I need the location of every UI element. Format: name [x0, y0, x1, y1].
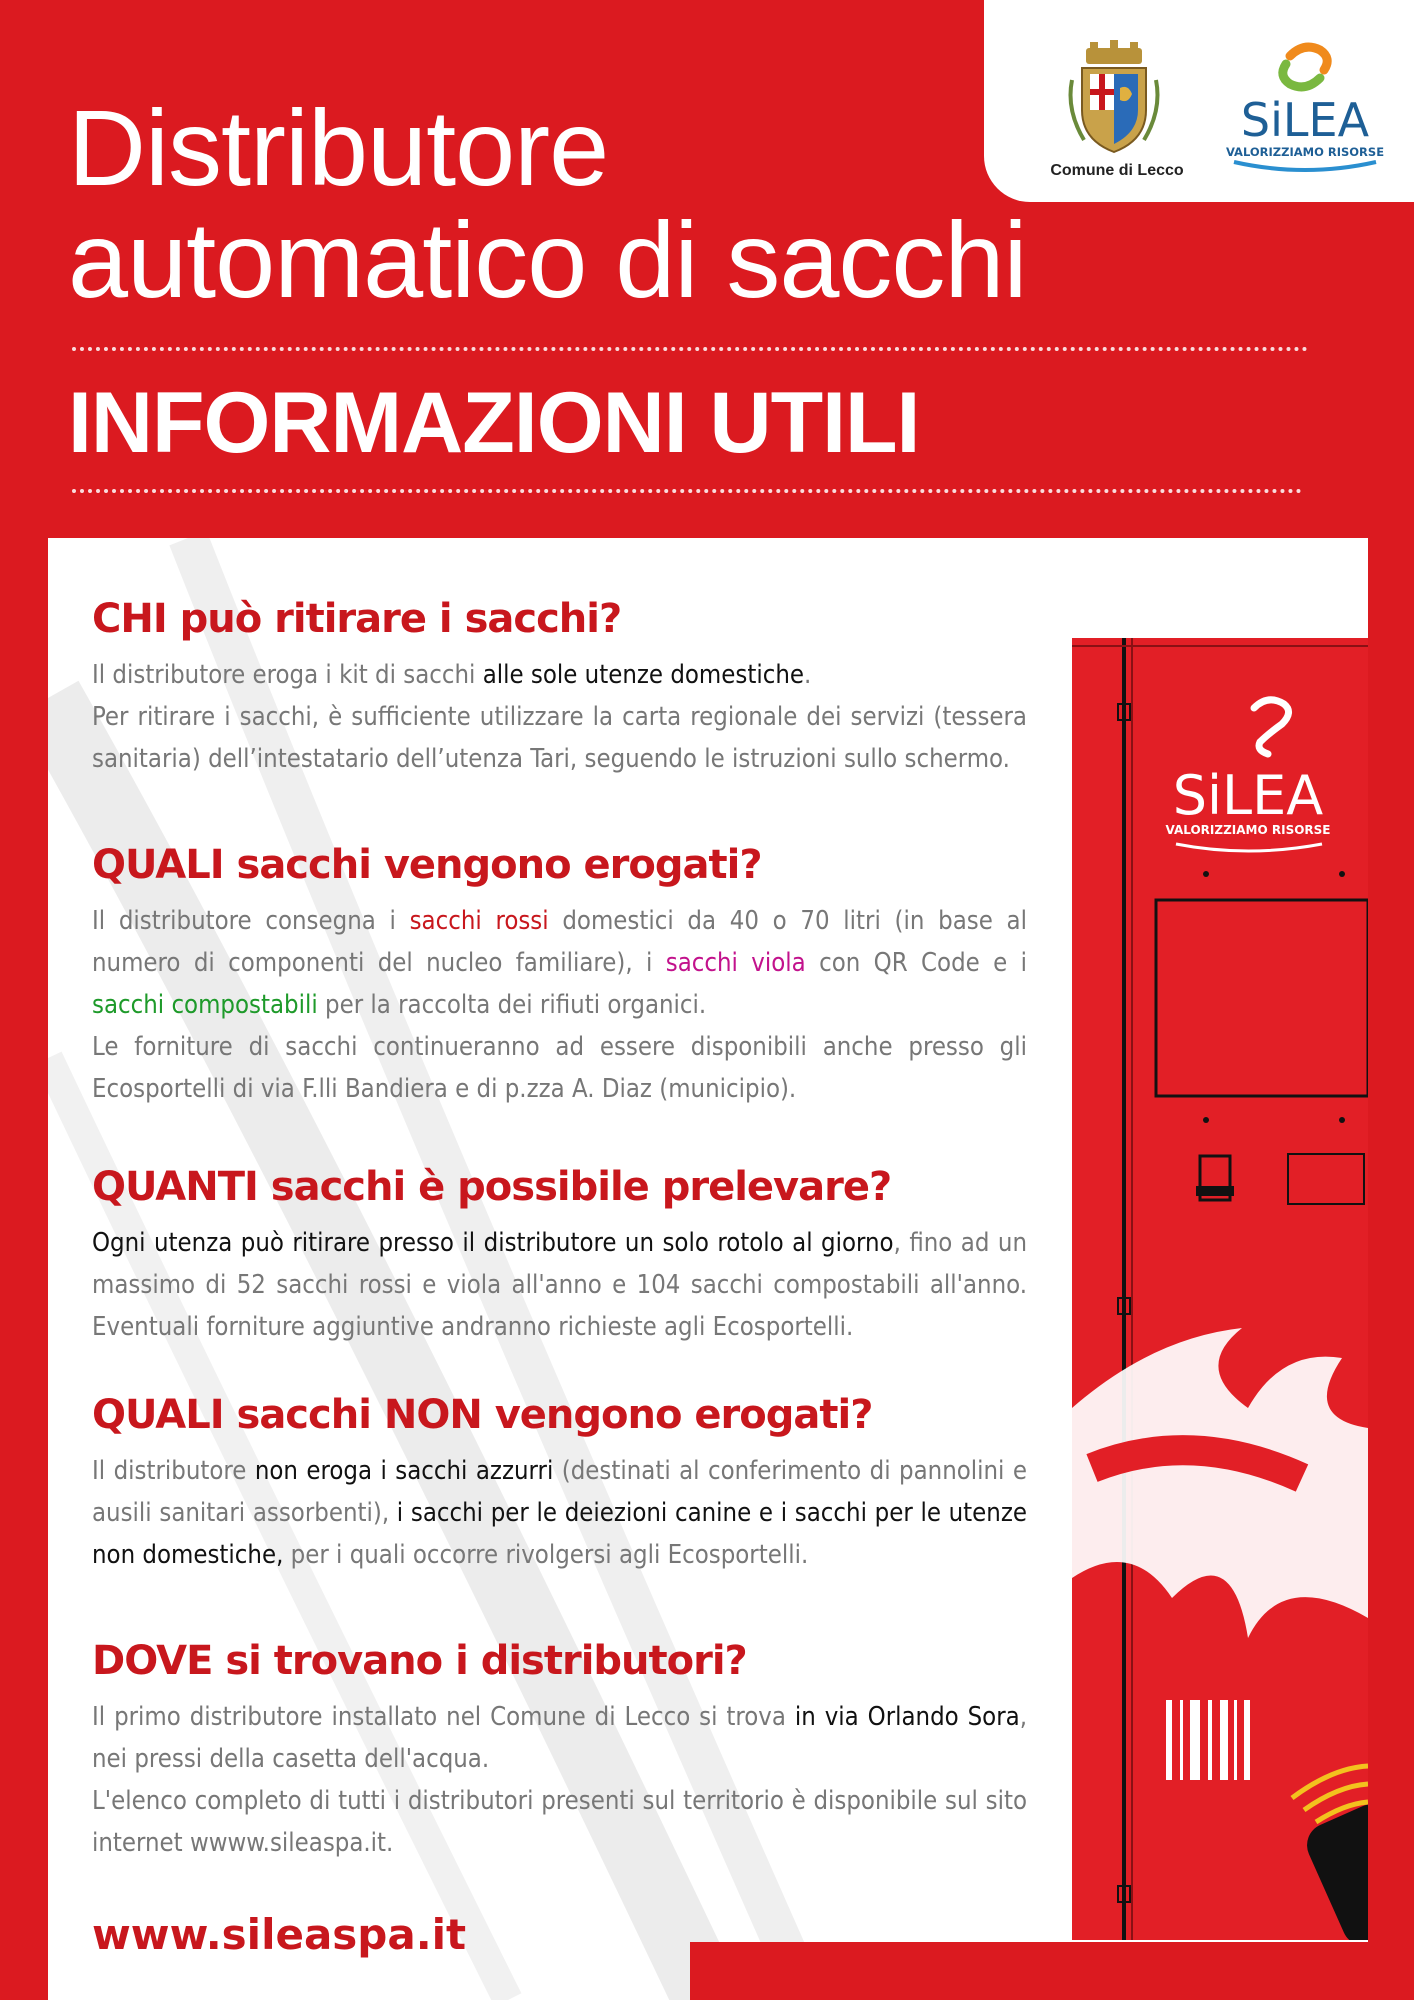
title-line-2: automatico di sacchi: [68, 199, 1027, 320]
section-dove-heading: DOVE si trovano i distributori?: [92, 1638, 747, 1684]
machine-tagline: VALORIZZIAMO RISORSE: [1165, 823, 1331, 837]
section-chi-heading: CHI può ritirare i sacchi?: [92, 596, 622, 642]
silea-logo: [1220, 40, 1390, 180]
content-panel: [48, 538, 1368, 2000]
website-link[interactable]: www.sileaspa.it: [92, 1910, 467, 1959]
divider-top: [72, 347, 1308, 351]
logo-box: [984, 0, 1414, 202]
page-title: [68, 87, 1027, 320]
section-quali-text: Il distributore consegna i sacchi rossi domestici da 40 o 70 litri (in base al numero di componenti del nucleo familiare), i sacchi viola con QR Code e i sacchi compostabili per la raccolta dei rifiuti organici. Le forniture di sacchi continueranno ad essere disponibili anche presso gli Ecosportelli di via F.lli Bandiera e di p.zza A. Diaz (municipio).: [92, 906, 1028, 1104]
bottom-red-bar: [690, 1942, 1414, 2000]
page-subtitle: INFORMAZIONI UTILI: [68, 375, 920, 471]
section-quanti-heading: QUANTI sacchi è possibile prelevare?: [92, 1164, 892, 1210]
silea-logo-tagline: VALORIZZIAMO RISORSE: [1225, 145, 1385, 159]
comune-di-lecco-crest-icon: [1064, 40, 1164, 160]
section-non-erogati-heading: QUALI sacchi NON vengono erogati?: [92, 1392, 873, 1438]
section-chi-text: Il distributore eroga i kit di sacchi alle sole utenze domestiche. Per ritirare i sacchi, è sufficiente utilizzare la carta regionale dei servizi (tessera sanitaria) dell’intestatario dell’utenza Tari, seguendo le istruzioni sullo schermo.: [92, 660, 1027, 774]
section-non-erogati-text: Il distributore non eroga i sacchi azzurri (destinati al conferimento di pannolini e ausili sanitari assorbenti), i sacchi per le deiezioni canine e i sacchi per le utenze non domestiche, per i quali occorre rivolgersi agli Ecosportelli.: [92, 1456, 1027, 1570]
machine-brand: SiLEA: [1172, 764, 1324, 827]
divider-bottom: [72, 489, 1302, 493]
vending-machine-illustration: [1072, 638, 1368, 1940]
silea-logo-name: SiLEA: [1240, 93, 1370, 147]
section-dove-text: Il primo distributore installato nel Comune di Lecco si trova in via Orlando Sora, nei pressi della casetta dell'acqua. L'elenco completo di tutti i distributori presenti sul territorio è disponibile sul sito internet wwww.sileaspa.it.: [92, 1702, 1027, 1858]
title-line-1: Distributore: [68, 87, 609, 208]
section-quanti-text: Ogni utenza può ritirare presso il distributore un solo rotolo al giorno, fino ad un massimo di 52 sacchi rossi e viola all'anno e 104 sacchi compostabili all'anno. Eventuali forniture aggiuntive andranno richieste agli Ecosportelli.: [92, 1228, 1027, 1342]
comune-di-lecco-label: Comune di Lecco: [1050, 162, 1184, 179]
section-quali-heading: QUALI sacchi vengono erogati?: [92, 842, 762, 888]
